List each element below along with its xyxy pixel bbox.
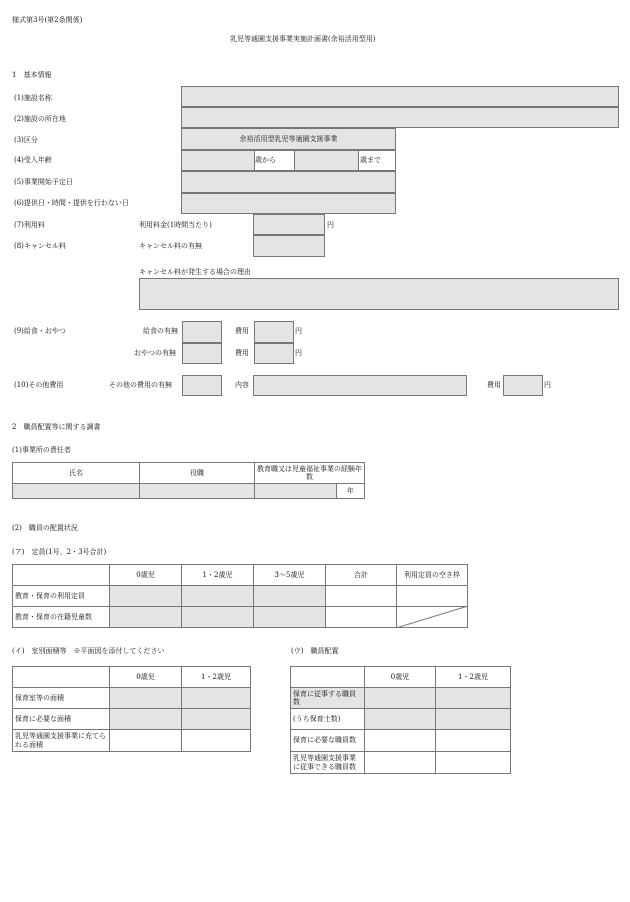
staff-cell[interactable] — [435, 687, 511, 709]
form-number: 様式第3号(第2条関係) — [12, 16, 83, 24]
capacity-diagonal-cell — [396, 606, 468, 628]
meal-sublabel: 給食の有無 — [143, 327, 178, 335]
capacity-heading: (ア) 定員(1号、2・3号合計) — [12, 548, 107, 556]
room-row-0-label: 保育室等の面積 — [12, 687, 110, 709]
facility-location-field[interactable] — [181, 107, 619, 128]
room-row-1-label: 保育に必要な面積 — [12, 708, 110, 730]
staff-cell[interactable] — [435, 708, 511, 730]
category-label: (3)区分 — [14, 136, 38, 144]
service-days-field[interactable] — [181, 193, 396, 214]
snack-yen: 円 — [295, 349, 302, 357]
manager-col-position: 役職 — [139, 462, 255, 484]
other-yen: 円 — [544, 381, 551, 389]
capacity-cell[interactable] — [181, 585, 254, 607]
staff-cell[interactable] — [364, 708, 436, 730]
cancel-label: (8)キャンセル料 — [14, 242, 66, 250]
room-cell[interactable] — [181, 729, 251, 752]
document-title: 乳児等通園支援事業実施計画書(余裕活用型用) — [230, 35, 376, 43]
capacity-cell[interactable] — [253, 606, 326, 628]
room-cell[interactable] — [181, 687, 251, 709]
staff-row-2-label: 保育に必要な職員数 — [290, 729, 365, 752]
staff-row-1-label: (うち保育士数) — [290, 708, 365, 730]
staff-cell[interactable] — [364, 751, 436, 774]
facility-name-label: (1)施設名称 — [14, 94, 52, 102]
capacity-cell[interactable] — [253, 585, 326, 607]
staff-cell[interactable] — [364, 687, 436, 709]
manager-year-unit: 年 — [336, 483, 365, 499]
fee-sublabel: 利用料金(1時間当たり) — [139, 221, 212, 229]
snack-field[interactable] — [182, 343, 222, 364]
room-heading: (イ) 室別面積等 ※平面図を添付してください — [12, 647, 165, 655]
room-cell[interactable] — [109, 708, 182, 730]
cancel-reason-label: キャンセル料が発生する場合の理由 — [139, 268, 251, 276]
capacity-col-4: 利用定員の空き枠 — [396, 564, 468, 586]
facility-location-label: (2)施設の所在地 — [14, 115, 66, 123]
staff-col-1: 1・2歳児 — [435, 666, 511, 688]
staffing-heading: (2) 職員の配置状況 — [12, 524, 78, 532]
staff-heading: (ウ) 職員配置 — [291, 647, 339, 655]
capacity-cell[interactable] — [396, 585, 468, 607]
capacity-cell[interactable] — [325, 585, 397, 607]
capacity-col-3: 合計 — [325, 564, 397, 586]
meal-cost-label: 費用 — [235, 327, 249, 335]
facility-name-field[interactable] — [181, 86, 619, 107]
section1-heading: 1 基本情報 — [12, 71, 52, 79]
section2-heading: 2 職員配置等に関する調書 — [12, 423, 101, 431]
service-days-label: (6)提供日・時間・提供を行わない日 — [14, 199, 129, 207]
start-date-field[interactable] — [181, 171, 396, 193]
category-value: 余裕活用型乳児等通園支援事業 — [239, 134, 338, 143]
manager-col-experience: 教育職又は児童福祉事業の経験年数 — [254, 462, 365, 484]
age-to-text: 歳まで — [360, 156, 381, 164]
manager-name-field[interactable] — [12, 483, 140, 499]
meal-field[interactable] — [182, 321, 222, 343]
meal-cost-field[interactable] — [254, 321, 294, 343]
other-cost-label: 費用 — [487, 381, 501, 389]
other-costs-label: (10)その他費用 — [14, 381, 64, 389]
staff-row-3-label: 乳児等通園支援事業に従事できる職員数 — [290, 751, 365, 774]
room-cell[interactable] — [181, 708, 251, 730]
capacity-col-1: 1・2歳児 — [181, 564, 254, 586]
category-field[interactable] — [181, 128, 396, 150]
capacity-corner — [12, 564, 110, 586]
age-range-frame — [181, 150, 396, 171]
meals-label: (9)給食・おやつ — [14, 327, 66, 335]
fee-yen: 円 — [327, 221, 334, 229]
capacity-cell[interactable] — [109, 585, 182, 607]
staff-col-0: 0歳児 — [364, 666, 436, 688]
room-col-1: 1・2歳児 — [181, 666, 251, 688]
age-from-text: 歳から — [255, 156, 276, 164]
capacity-col-0: 0歳児 — [109, 564, 182, 586]
staff-cell[interactable] — [435, 751, 511, 774]
capacity-cell[interactable] — [109, 606, 182, 628]
cancel-reason-field[interactable] — [139, 278, 619, 310]
meal-yen: 円 — [295, 327, 302, 335]
capacity-row-0-label: 教育・保育の利用定員 — [12, 585, 110, 607]
room-cell[interactable] — [109, 687, 182, 709]
room-corner — [12, 666, 110, 688]
fee-label: (7)利用料 — [14, 221, 45, 229]
manager-experience-field[interactable] — [254, 483, 337, 499]
capacity-cell[interactable] — [325, 606, 397, 628]
other-content-field[interactable] — [253, 375, 467, 396]
other-content-label: 内容 — [235, 381, 249, 389]
start-date-label: (5)事業開始予定日 — [14, 178, 73, 186]
snack-cost-label: 費用 — [235, 349, 249, 357]
staff-row-0-label: 保育に従事する職員数 — [290, 687, 365, 709]
manager-position-field[interactable] — [139, 483, 255, 499]
other-field[interactable] — [182, 375, 222, 396]
capacity-col-2: 3〜5歳児 — [253, 564, 326, 586]
age-range-label: (4)受入年齢 — [14, 156, 52, 164]
cancel-sublabel: キャンセル料の有無 — [139, 242, 202, 250]
capacity-cell[interactable] — [181, 606, 254, 628]
diagonal-line — [396, 606, 468, 628]
room-row-2-label: 乳児等通園支援事業に充てられる面積 — [12, 729, 110, 752]
staff-cell[interactable] — [435, 729, 511, 752]
other-cost-field[interactable] — [503, 375, 543, 396]
staff-corner — [290, 666, 365, 688]
capacity-row-1-label: 教育・保育の在籍児童数 — [12, 606, 110, 628]
snack-sublabel: おやつの有無 — [134, 349, 176, 357]
manager-heading: (1)事業所の責任者 — [12, 446, 71, 454]
staff-cell[interactable] — [364, 729, 436, 752]
fee-field[interactable] — [253, 214, 325, 235]
snack-cost-field[interactable] — [254, 343, 294, 364]
room-col-0: 0歳児 — [109, 666, 182, 688]
other-sublabel: その他の費用の有無 — [109, 381, 172, 389]
cancel-field[interactable] — [253, 235, 325, 257]
manager-col-name: 氏名 — [12, 462, 140, 484]
room-cell[interactable] — [109, 729, 182, 752]
